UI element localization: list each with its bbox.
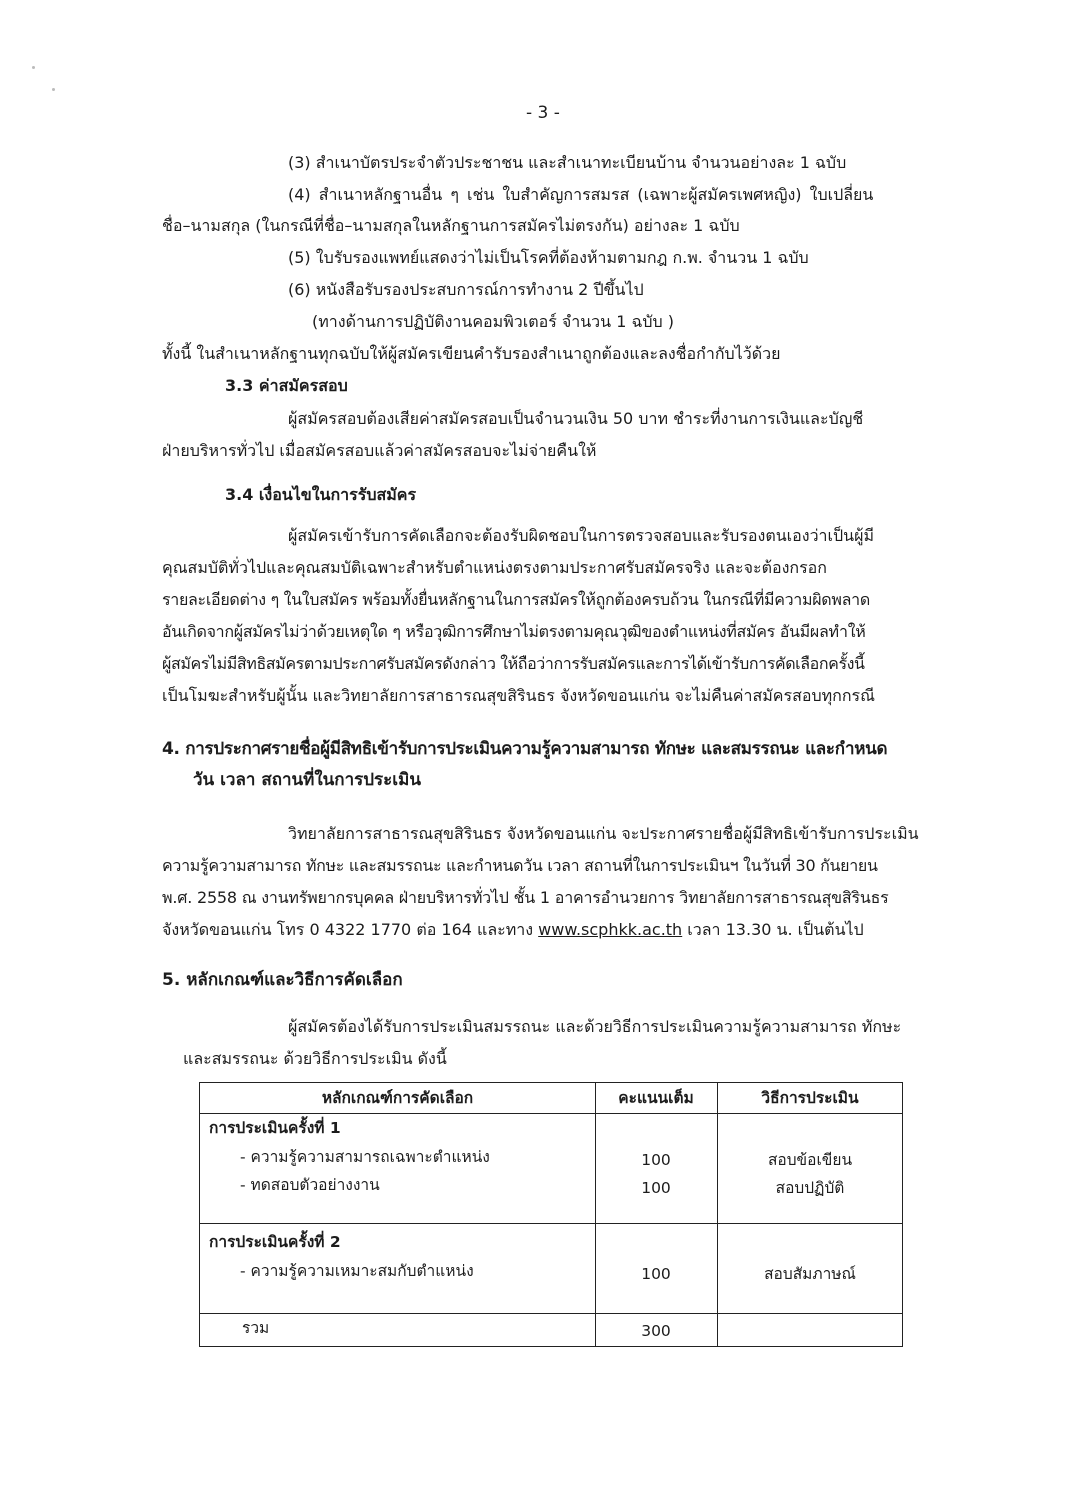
section-5-line: และสมรรถนะ ด้วยวิธีการประเมิน ดังนี้ (183, 1049, 447, 1068)
row-divider (200, 1223, 902, 1224)
section-3-4-line: คุณสมบัติทั่วไปและคุณสมบัติเฉพาะสำหรับตำแหน่งตรงตามประกาศรับสมัครจริง และจะต้องกรอก (162, 558, 827, 577)
certify-note: ทั้งนี้ ในสำเนาหลักฐานทุกฉบับให้ผู้สมัครเขียนคำรับรองสำเนาถูกต้องและลงชื่อกำกับไว้ด้วย (162, 344, 781, 363)
total-label: รวม (242, 1319, 270, 1337)
section-4-line: ความรู้ความสามารถ ทักษะ และสมรรถนะ และกำหนดวัน เวลา สถานที่ในการประเมินฯ ในวันที่ 30 กันยายน (162, 856, 878, 875)
section-3-4-heading: 3.4 เงื่อนไขในการรับสมัคร (225, 485, 417, 504)
section-3-3-para-cont: ฝ่ายบริหารทั่วไป เมื่อสมัครสอบแล้วค่าสมัครสอบจะไม่จ่ายคืนให้ (162, 441, 597, 460)
header-criteria: หลักเกณฑ์การคัดเลือก (321, 1089, 474, 1107)
section-3-4-line: ผู้สมัครเข้ารับการคัดเลือกจะต้องรับผิดชอบในการตรวจสอบและรับรองตนเองว่าเป็นผู้มี (288, 526, 875, 545)
section-3-3-heading: 3.3 ค่าสมัครสอบ (225, 376, 348, 395)
item-6: (6) หนังสือรับรองประสบการณ์การทำงาน 2 ปีขึ้นไป (288, 280, 644, 299)
item-4-cont: ชื่อ–นามสกุล (ในกรณีที่ชื่อ–นามสกุลในหลักฐานการสมัครไม่ตรงกัน) อย่างละ 1 ฉบับ (162, 216, 740, 235)
round-1-title: การประเมินครั้งที่ 1 (209, 1119, 341, 1137)
table-row-score: 100 (641, 1151, 671, 1169)
section-4-line (162, 919, 864, 941)
table-row-method: สอบสัมภาษณ์ (764, 1265, 856, 1283)
row-divider (200, 1313, 902, 1314)
section-5-heading: 5. หลักเกณฑ์และวิธีการคัดเลือก (162, 970, 403, 990)
row-divider (200, 1113, 902, 1114)
item-6-cont: (ทางด้านการปฏิบัติงานคอมพิวเตอร์ จำนวน 1 ฉบับ ) (312, 312, 674, 331)
section-3-4-line: เป็นโมฆะสำหรับผู้นั้น และวิทยาลัยการสาธารณสุขสิรินธร จังหวัดขอนแก่น จะไม่คืนค่าสมัครสอบทุกกรณี (162, 686, 875, 705)
section-4-heading-cont: วัน เวลา สถานที่ในการประเมิน (193, 770, 421, 790)
section-3-4-line: รายละเอียดต่าง ๆ ในใบสมัคร พร้อมทั้งยื่นหลักฐานในการสมัครให้ถูกต้องครบถ้วน ในกรณีที่มีความผิดพลาด (162, 590, 870, 609)
round-2-title: การประเมินครั้งที่ 2 (209, 1233, 341, 1251)
table-row-score: 100 (641, 1265, 671, 1283)
total-score: 300 (641, 1322, 671, 1340)
item-5: (5) ใบรับรองแพทย์แสดงว่าไม่เป็นโรคที่ต้องห้ามตามกฎ ก.พ. จำนวน 1 ฉบับ (288, 248, 809, 267)
table-row-label: - ความรู้ความเหมาะสมกับตำแหน่ง (240, 1262, 474, 1280)
table-row-method: สอบข้อเขียน (767, 1151, 853, 1169)
time-text: เวลา 13.30 น. เป็นต้นไป (682, 920, 864, 939)
item-3: (3) สำเนาบัตรประจำตัวประชาชน และสำเนาทะเบียนบ้าน จำนวนอย่างละ 1 ฉบับ (288, 153, 847, 172)
item-4: (4) สำเนาหลักฐานอื่น ๆ เช่น ใบสำคัญการสมรส (เฉพาะผู้สมัครเพศหญิง) ใบเปลี่ยน (288, 185, 874, 204)
header-full-score: คะแนนเต็ม (618, 1089, 694, 1107)
page-number: - 3 - (526, 103, 560, 123)
section-4-line: พ.ศ. 2558 ณ งานทรัพยากรบุคคล ฝ่ายบริหารทั่วไป ชั้น 1 อาคารอำนวยการ วิทยาลัยการสาธารณสุขสิรินธร (162, 888, 889, 907)
column-divider (595, 1083, 596, 1346)
section-4-heading: 4. การประกาศรายชื่อผู้มีสิทธิเข้ารับการประเมินความรู้ความสามารถ ทักษะ และสมรรถนะ และกำหนด (162, 739, 888, 759)
table-row-score: 100 (641, 1179, 671, 1197)
scan-speck (32, 66, 35, 69)
section-4-line: วิทยาลัยการสาธารณสุขสิรินธร จังหวัดขอนแก่น จะประกาศรายชื่อผู้มีสิทธิเข้ารับการประเมิน (288, 824, 919, 843)
scan-speck (52, 88, 55, 91)
table-row-label: - ความรู้ความสามารถเฉพาะตำแหน่ง (240, 1148, 490, 1166)
selection-criteria-table (199, 1082, 903, 1347)
section-3-3-para: ผู้สมัครสอบต้องเสียค่าสมัครสอบเป็นจำนวนเงิน 50 บาท ชำระที่งานการเงินและบัญชี (288, 409, 864, 428)
section-3-4-line: ผู้สมัครไม่มีสิทธิสมัครตามประกาศรับสมัครดังกล่าว ให้ถือว่าการรับสมัครและการได้เข้ารับการคัดเลือกครั้งนี้ (162, 654, 865, 673)
website-link[interactable]: www.scphkk.ac.th (538, 920, 683, 939)
column-divider (717, 1083, 718, 1346)
table-row-label: - ทดสอบตัวอย่างงาน (240, 1176, 380, 1194)
table-row-method: สอบปฏิบัติ (775, 1179, 845, 1197)
section-3-4-line: อันเกิดจากผู้สมัครไม่ว่าด้วยเหตุใด ๆ หรือวุฒิการศึกษาไม่ตรงตามคุณวุฒิของตำแหน่งที่สมัคร อันมีผลทำให้ (162, 622, 866, 641)
header-method: วิธีการประเมิน (761, 1089, 859, 1107)
contact-text: จังหวัดขอนแก่น โทร 0 4322 1770 ต่อ 164 และทาง (162, 920, 539, 939)
section-5-line: ผู้สมัครต้องได้รับการประเมินสมรรถนะ และด้วยวิธีการประเมินความรู้ความสามารถ ทักษะ (288, 1017, 902, 1036)
